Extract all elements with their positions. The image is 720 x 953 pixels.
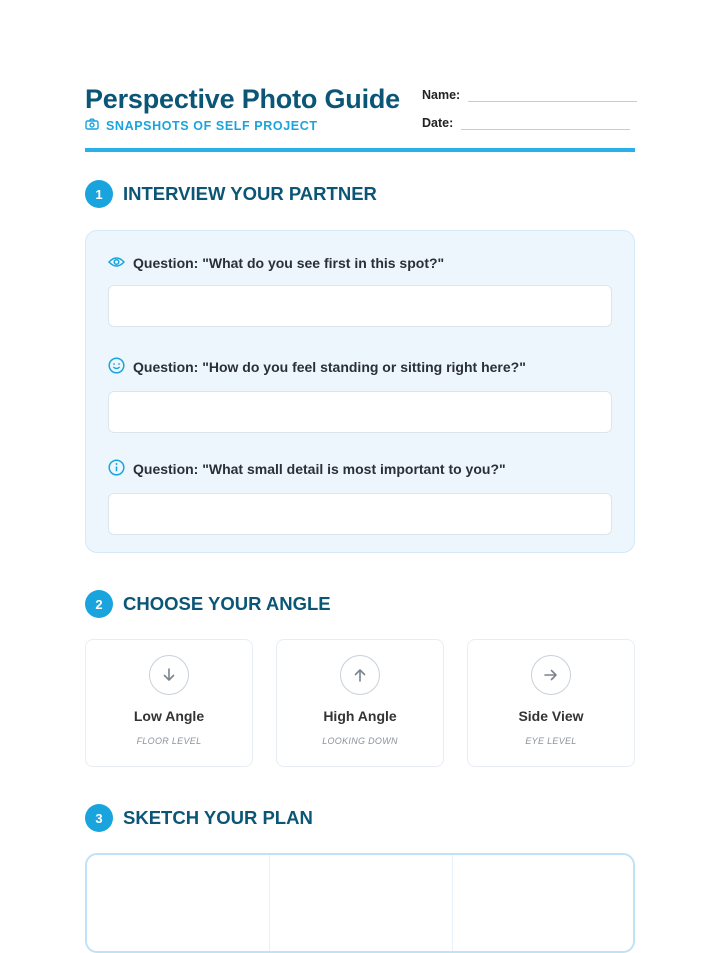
section-interview-heading	[85, 180, 377, 208]
section-title: INTERVIEW YOUR PARTNER	[123, 183, 377, 204]
date-input-line[interactable]	[461, 115, 630, 130]
answer-field[interactable]	[108, 493, 612, 535]
sketch-divider	[452, 855, 453, 951]
page-subtitle	[85, 118, 318, 133]
question-label	[108, 357, 612, 377]
section-title: CHOOSE YOUR ANGLE	[123, 593, 331, 614]
question-text: Question: "How do you feel standing or sitting right here?"	[133, 359, 526, 375]
date-label: Date:	[422, 116, 454, 130]
name-input-line[interactable]	[468, 87, 637, 102]
smile-icon	[108, 357, 125, 377]
angle-caption: EYE LEVEL	[525, 736, 577, 746]
header-divider	[85, 148, 635, 152]
date-field	[422, 115, 630, 130]
interview-panel	[85, 230, 635, 553]
answer-field[interactable]	[108, 391, 612, 433]
name-label: Name:	[422, 88, 461, 102]
sketch-area[interactable]	[85, 853, 635, 953]
angle-name: Side View	[518, 708, 584, 724]
section-angle-heading	[85, 590, 331, 618]
info-icon	[108, 459, 125, 479]
question-block	[108, 357, 612, 433]
arrow-up-icon	[340, 655, 380, 695]
subtitle-text: SNAPSHOTS OF SELF PROJECT	[106, 118, 318, 133]
angle-caption: LOOKING DOWN	[322, 736, 398, 746]
angle-card-side[interactable]	[467, 639, 635, 767]
eye-icon	[108, 255, 125, 271]
arrow-down-icon	[149, 655, 189, 695]
answer-field[interactable]	[108, 285, 612, 327]
angle-name: High Angle	[323, 708, 397, 724]
angle-caption: FLOOR LEVEL	[136, 736, 202, 746]
name-field	[422, 87, 637, 102]
page-title: Perspective Photo Guide	[85, 84, 400, 114]
camera-icon	[85, 118, 99, 133]
sketch-divider	[269, 855, 270, 951]
section-number: 3	[85, 804, 113, 832]
question-text: Question: "What small detail is most important to you?"	[133, 461, 506, 477]
section-number: 2	[85, 590, 113, 618]
angle-name: Low Angle	[133, 708, 205, 724]
section-sketch-heading	[85, 804, 313, 832]
angle-card-low[interactable]	[85, 639, 253, 767]
question-label	[108, 255, 612, 271]
question-label	[108, 459, 612, 479]
arrow-right-icon	[531, 655, 571, 695]
question-block	[108, 459, 612, 535]
angle-card-high[interactable]	[276, 639, 444, 767]
section-title: SKETCH YOUR PLAN	[123, 807, 313, 828]
question-block	[108, 255, 612, 327]
question-text: Question: "What do you see first in this spot?"	[133, 255, 445, 271]
section-number: 1	[85, 180, 113, 208]
